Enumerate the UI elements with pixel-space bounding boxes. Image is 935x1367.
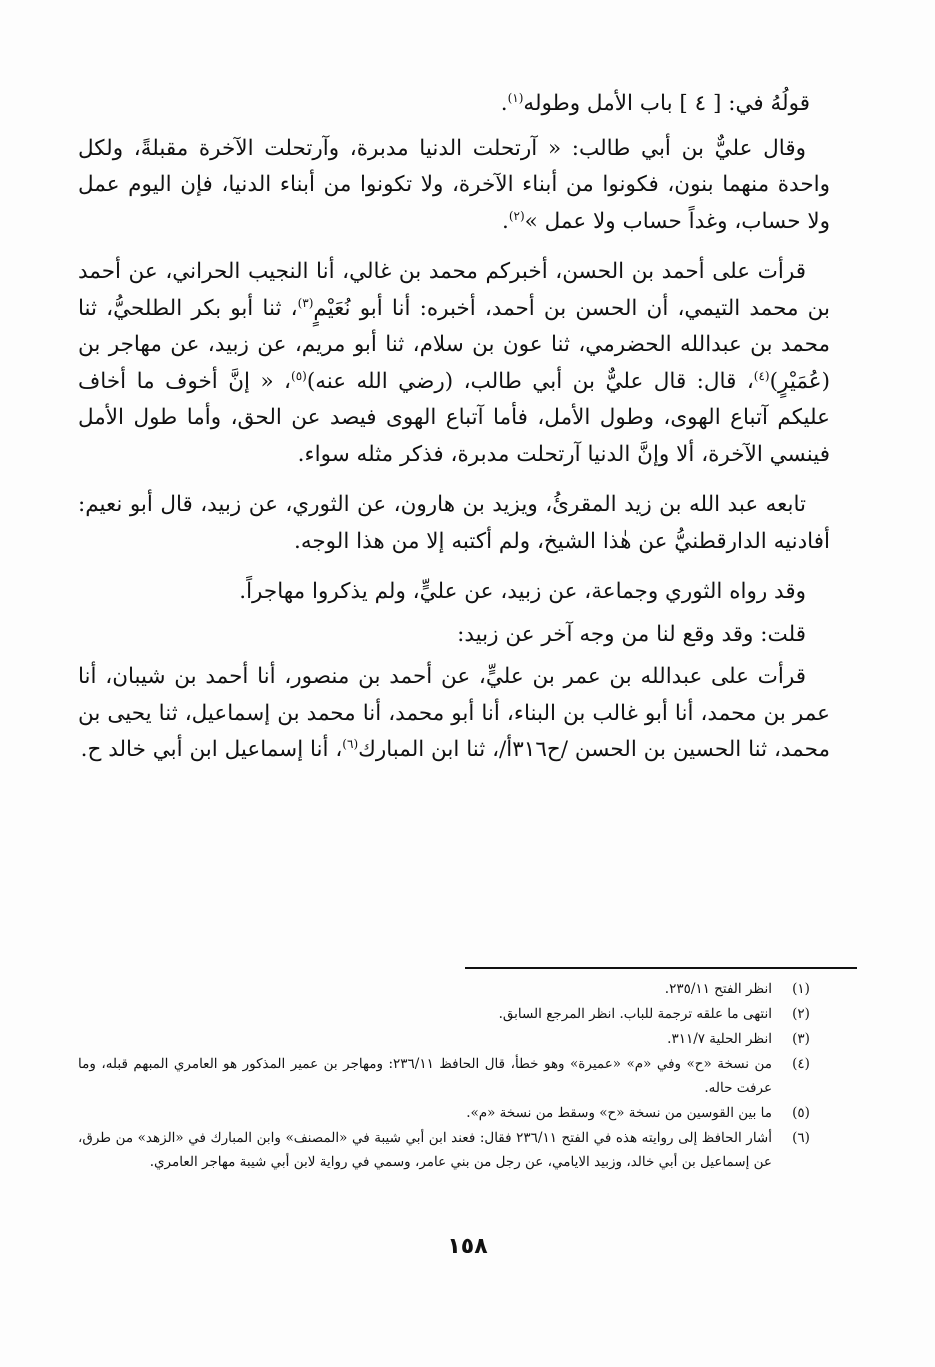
paragraph: قرأت على أحمد بن الحسن، أخبركم محمد بن غالي، أنا النجيب الحراني، عن أحمد بن محمد التيمي، أن الحسن بن أحمد، أخبره: أنا أبو نُعَيْمٍ$^{(٣)}$، ثنا أبو بكر الطلحيُّ، ثنا محمد بن عبدالله الحضرمي، ثنا عون بن سلام، ثنا أبو مريم، عن زبيد، عن مهاجر بن (عُمَيْرٍ)$^{(٤)}$، قال: قال عليٌّ بن أبي طالب، (رضي الله عنه)$^{(٥)}$، « إنَّ أخوف ما أخاف عليكم آتباع الهوى، وطول الأمل، فأما آتباع الهوى فيصد عن الحق، وأما طول الأمل فينسي الآخرة، ألا وإنَّ الدنيا آرتحلت مدبرة، فذكر مثله سواء.	[78, 259, 830, 467]
footnote-ref: (٦)	[342, 736, 359, 751]
section-heading: قولُهُ في: [ ٤ ] باب الأمل وطوله$^{(١)}$.	[500, 90, 810, 116]
footnote-ref: (١)	[507, 90, 524, 105]
footnote	[78, 1126, 830, 1174]
paragraph: قرأت على عبدالله بن عمر بن عليٍّ، عن أحمد بن منصور، أنا أحمد بن شيبان، أنا عمر بن محمد، أنا أبو غالب بن البناء، أنا أبو محمد، أنا محمد بن إسماعيل، ثنا يحيى بن محمد، ثنا الحسين بن الحسن /ح٣١٦أ/، ثنا ابن المبارك$^{(٦)}$، أنا إسماعيل ابن أبي خالد ح.	[78, 664, 830, 762]
footnote	[78, 1027, 830, 1051]
footnote	[78, 1101, 830, 1125]
paragraph: وقد رواه الثوري وجماعة، عن زبيد، عن عليٍّ، ولم يذكروا مهاجراً.	[239, 579, 806, 604]
footnote-number: (٦)	[792, 1130, 810, 1146]
footnote	[78, 977, 830, 1001]
main-text	[78, 86, 830, 783]
footnote-text: ما بين القوسين من نسخة «ح» وسقط من نسخة «م».	[466, 1105, 772, 1121]
footnote-separator	[465, 967, 857, 969]
footnote-number: (٥)	[792, 1105, 810, 1121]
footnote-ref: (٢)	[508, 208, 525, 223]
footnote	[78, 1002, 830, 1026]
footnote-number: (٤)	[792, 1056, 810, 1072]
footnote-text: انظر الفتح ٢٣٥/١١.	[664, 981, 772, 997]
footnote-number: (١)	[792, 981, 810, 997]
footnotes	[78, 977, 830, 1175]
footnote-number: (٣)	[792, 1031, 810, 1047]
page-number: ١٥٨	[447, 1234, 488, 1259]
paragraph: قلت: وقد وقع لنا من وجه آخر عن زبيد:	[457, 621, 806, 647]
footnote-text: أشار الحافظ إلى روايته هذه في الفتح ٢٣٦/١١ فقال: فعند ابن أبي شيبة في «المصنف» وابن المبارك في «الزهد» من طرق، عن إسماعيل بن أبي خالد، وزبيد الايامي، عن رجل من بني عامر، وسمي في رواية لابن أبي شيبة مهاجر العامري.	[78, 1130, 772, 1170]
footnote-number: (٢)	[792, 1006, 810, 1022]
paragraph: تابعه عبد الله بن زيد المقرئُ، ويزيد بن هارون، عن الثوري، عن زبيد، قال أبو نعيم: أفادنيه الدارقطنيُّ عن هٰذا الشيخ، ولم أكتبه إلا من هذا الوجه.	[78, 492, 830, 554]
footnote-text: انظر الحلية ٣١١/٧.	[667, 1031, 772, 1047]
paragraph: وقال عليٌّ بن أبي طالب: « آرتحلت الدنيا مدبرة، وآرتحلت الآخرة مقبلةً، ولكل واحدة منهما بنون، فكونوا من أبناء الآخرة، ولا تكونوا من أبناء الدنيا، فإن اليوم عمل ولا حساب، وغداً حساب ولا عمل »$^{(٢)}$.	[78, 135, 830, 234]
footnote-ref: (٥)	[291, 368, 307, 383]
footnote-text: انتهى ما علقه ترجمة للباب. انظر المرجع السابق.	[498, 1006, 772, 1022]
footnote-text: من نسخة «ح» وفي «م» «عميرة» وهو خطأ، قال الحافظ ٢٣٦/١١: ومهاجر بن عمير المذكور هو العامري المبهم قبله، وما عرفت حاله.	[78, 1056, 772, 1096]
footnote	[78, 1052, 830, 1100]
footnote-ref: (٤)	[753, 368, 770, 383]
footnote-ref: (٣)	[297, 295, 314, 310]
